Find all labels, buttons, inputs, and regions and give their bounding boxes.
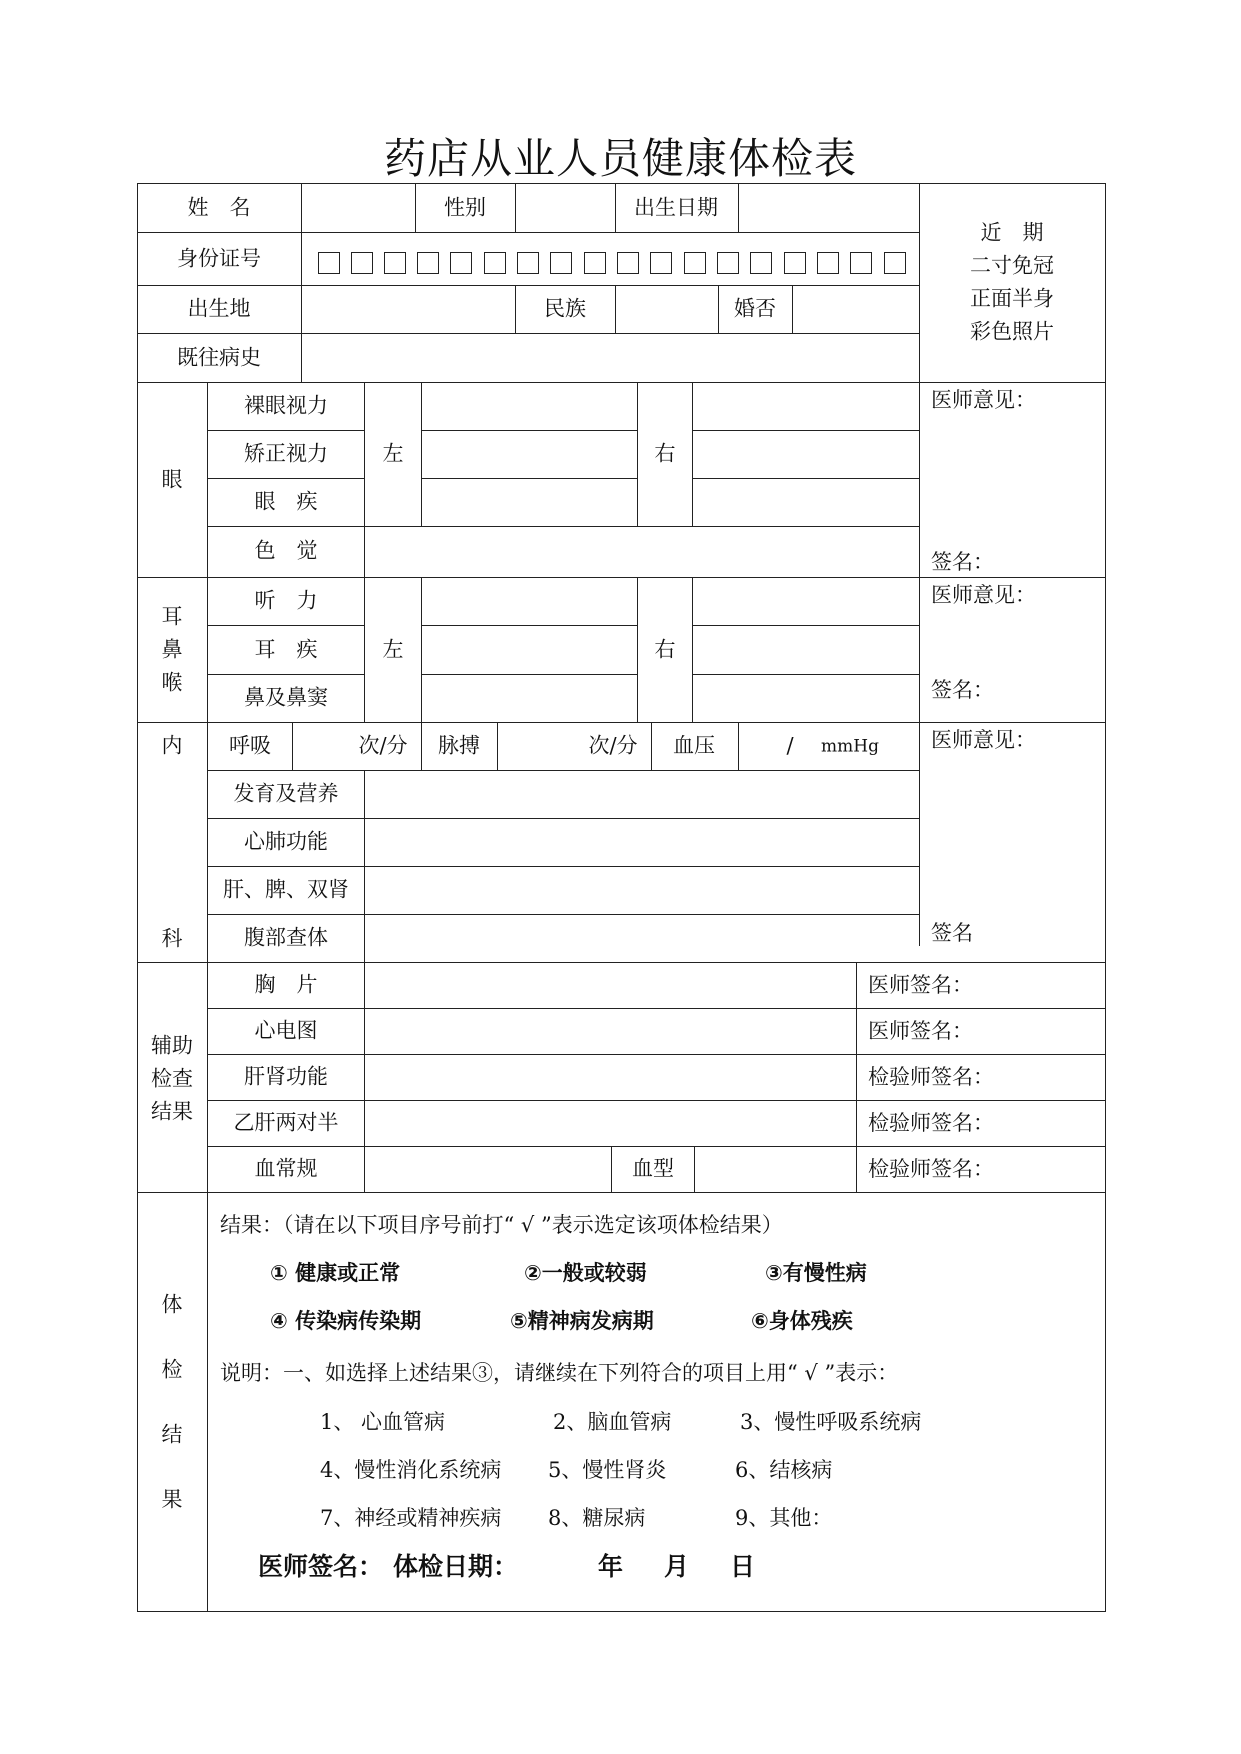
ent-right-label: 右 bbox=[654, 637, 676, 662]
id-digit-box[interactable] bbox=[684, 252, 706, 274]
photo-line: 彩色照片 bbox=[970, 319, 1054, 344]
internal-doctor-opinion-label: 医师意见： bbox=[931, 728, 1036, 752]
id-digit-box[interactable] bbox=[351, 252, 373, 274]
form-title: 药店从业人员健康体检表 bbox=[383, 134, 857, 183]
chronic-item[interactable]: 7、神经或精神疾病 bbox=[320, 1506, 502, 1530]
id-digit-box[interactable] bbox=[617, 252, 639, 274]
ear-disease-label: 耳 疾 bbox=[254, 637, 318, 662]
blood-routine-label: 血常规 bbox=[254, 1156, 318, 1181]
ent-left-label: 左 bbox=[382, 637, 404, 662]
blood-pressure-slash: / bbox=[786, 733, 794, 758]
blood-pressure-label: 血压 bbox=[673, 733, 715, 758]
name-label: 姓 名 bbox=[187, 195, 251, 220]
nose-sinus-label: 鼻及鼻窦 bbox=[244, 685, 328, 710]
chronic-item[interactable]: 6、结核病 bbox=[735, 1458, 833, 1482]
result-option-infectious[interactable]: ④ 传染病传染期 bbox=[270, 1309, 422, 1333]
result-option-healthy[interactable]: ① 健康或正常 bbox=[270, 1261, 401, 1285]
gender-label: 性别 bbox=[444, 195, 486, 220]
liver-kidney-function-label: 肝肾功能 bbox=[244, 1064, 328, 1089]
id-digit-box[interactable] bbox=[584, 252, 606, 274]
eye-doctor-opinion-label: 医师意见： bbox=[931, 388, 1036, 412]
pulse-unit: 次/分 bbox=[588, 733, 638, 758]
ethnicity-label: 民族 bbox=[544, 296, 586, 321]
id-digit-box[interactable] bbox=[717, 252, 739, 274]
chronic-item[interactable]: 8、糖尿病 bbox=[548, 1506, 646, 1530]
result-option-mental[interactable]: ⑤精神病发病期 bbox=[510, 1309, 654, 1333]
result-option-disability[interactable]: ⑥身体残疾 bbox=[751, 1309, 853, 1333]
eye-sign-label: 签名： bbox=[931, 550, 994, 574]
id-number-label: 身份证号 bbox=[177, 246, 261, 271]
id-digit-box[interactable] bbox=[817, 252, 839, 274]
ent-section-char: 耳 bbox=[161, 604, 183, 629]
liver-kidney-sign-label: 检验师签名： bbox=[868, 1065, 994, 1089]
chronic-item[interactable]: 5、慢性肾炎 bbox=[548, 1458, 667, 1482]
id-digit-box[interactable] bbox=[484, 252, 506, 274]
chronic-item[interactable]: 3、慢性呼吸系统病 bbox=[740, 1410, 922, 1434]
breathing-label: 呼吸 bbox=[229, 733, 271, 758]
aux-section-label: 结果 bbox=[151, 1099, 193, 1124]
id-digit-box[interactable] bbox=[450, 252, 472, 274]
id-digit-box[interactable] bbox=[784, 252, 806, 274]
chronic-item[interactable]: 9、其他： bbox=[735, 1506, 833, 1530]
eye-right-label: 右 bbox=[654, 441, 676, 466]
result-note: 说明：一、如选择上述结果③，请继续在下列符合的项目上用“ √ ”表示： bbox=[220, 1361, 899, 1385]
result-section-char: 检 bbox=[161, 1357, 183, 1382]
id-digit-box[interactable] bbox=[850, 252, 872, 274]
id-digit-box[interactable] bbox=[750, 252, 772, 274]
result-section-char: 结 bbox=[161, 1422, 183, 1447]
corrected-vision-label: 矫正视力 bbox=[244, 441, 328, 466]
development-nutrition-label: 发育及营养 bbox=[233, 781, 339, 806]
date-month-label: 月 bbox=[664, 1552, 690, 1581]
chest-xray-sign-label: 医师签名： bbox=[868, 973, 973, 997]
doctor-sign-label: 医师签名： bbox=[258, 1552, 384, 1581]
naked-vision-label: 裸眼视力 bbox=[244, 393, 328, 418]
id-digit-box[interactable] bbox=[417, 252, 439, 274]
result-section-char: 体 bbox=[161, 1292, 183, 1317]
heart-lung-label: 心肺功能 bbox=[244, 829, 328, 854]
eye-left-label: 左 bbox=[382, 441, 404, 466]
eye-disease-label: 眼 疾 bbox=[254, 489, 318, 514]
internal-section-char: 内 bbox=[161, 733, 183, 758]
result-option-average[interactable]: ②一般或较弱 bbox=[524, 1261, 647, 1285]
internal-section-char: 科 bbox=[161, 926, 183, 951]
pulse-label: 脉搏 bbox=[438, 733, 480, 758]
ent-section-char: 鼻 bbox=[161, 637, 183, 662]
ecg-sign-label: 医师签名： bbox=[868, 1019, 973, 1043]
hepatitis-b-sign-label: 检验师签名： bbox=[868, 1111, 994, 1135]
id-digit-box[interactable] bbox=[884, 252, 906, 274]
hepatitis-b-label: 乙肝两对半 bbox=[233, 1110, 339, 1135]
id-digit-box[interactable] bbox=[318, 252, 340, 274]
photo-line: 近 期 bbox=[980, 220, 1044, 245]
photo-line: 正面半身 bbox=[970, 286, 1054, 311]
liver-spleen-kidney-label: 肝、脾、双肾 bbox=[223, 877, 349, 902]
marital-status-label: 婚否 bbox=[734, 296, 776, 321]
chronic-item[interactable]: 1、 心血管病 bbox=[320, 1410, 446, 1434]
result-option-chronic[interactable]: ③有慢性病 bbox=[765, 1261, 867, 1285]
exam-date-label: 体检日期： bbox=[393, 1552, 519, 1581]
id-digit-box[interactable] bbox=[384, 252, 406, 274]
id-digit-box[interactable] bbox=[517, 252, 539, 274]
blood-pressure-unit: mmHg bbox=[821, 736, 879, 757]
result-instruction: 结果：（请在以下项目序号前打“ √ ”表示选定该项体检结果） bbox=[220, 1213, 783, 1237]
blood-routine-sign-label: 检验师签名： bbox=[868, 1157, 994, 1181]
chronic-item[interactable]: 2、脑血管病 bbox=[553, 1410, 672, 1434]
photo-line: 二寸免冠 bbox=[970, 253, 1054, 278]
aux-section-label: 辅助 bbox=[151, 1033, 193, 1058]
date-year-label: 年 bbox=[598, 1552, 624, 1581]
ent-doctor-opinion-label: 医师意见： bbox=[931, 583, 1036, 607]
birthplace-label: 出生地 bbox=[187, 296, 251, 321]
color-vision-label: 色 觉 bbox=[254, 538, 318, 563]
internal-sign-label: 签名 bbox=[931, 921, 973, 945]
breathing-unit: 次/分 bbox=[358, 733, 408, 758]
id-digit-box[interactable] bbox=[550, 252, 572, 274]
abdominal-exam-label: 腹部查体 bbox=[244, 925, 328, 950]
id-digit-box[interactable] bbox=[650, 252, 672, 274]
aux-section-label: 检查 bbox=[151, 1066, 193, 1091]
chronic-item[interactable]: 4、慢性消化系统病 bbox=[320, 1458, 502, 1482]
hearing-label: 听 力 bbox=[254, 588, 318, 613]
result-section-char: 果 bbox=[161, 1487, 183, 1512]
medical-history-label: 既往病史 bbox=[177, 345, 261, 370]
birth-date-label: 出生日期 bbox=[634, 195, 718, 220]
ecg-label: 心电图 bbox=[254, 1018, 318, 1043]
blood-type-label: 血型 bbox=[632, 1156, 674, 1181]
ent-section-char: 喉 bbox=[161, 670, 183, 695]
ent-sign-label: 签名： bbox=[931, 678, 994, 702]
chest-xray-label: 胸 片 bbox=[254, 972, 318, 997]
date-day-label: 日 bbox=[730, 1552, 756, 1581]
eye-section-label: 眼 bbox=[161, 467, 183, 492]
